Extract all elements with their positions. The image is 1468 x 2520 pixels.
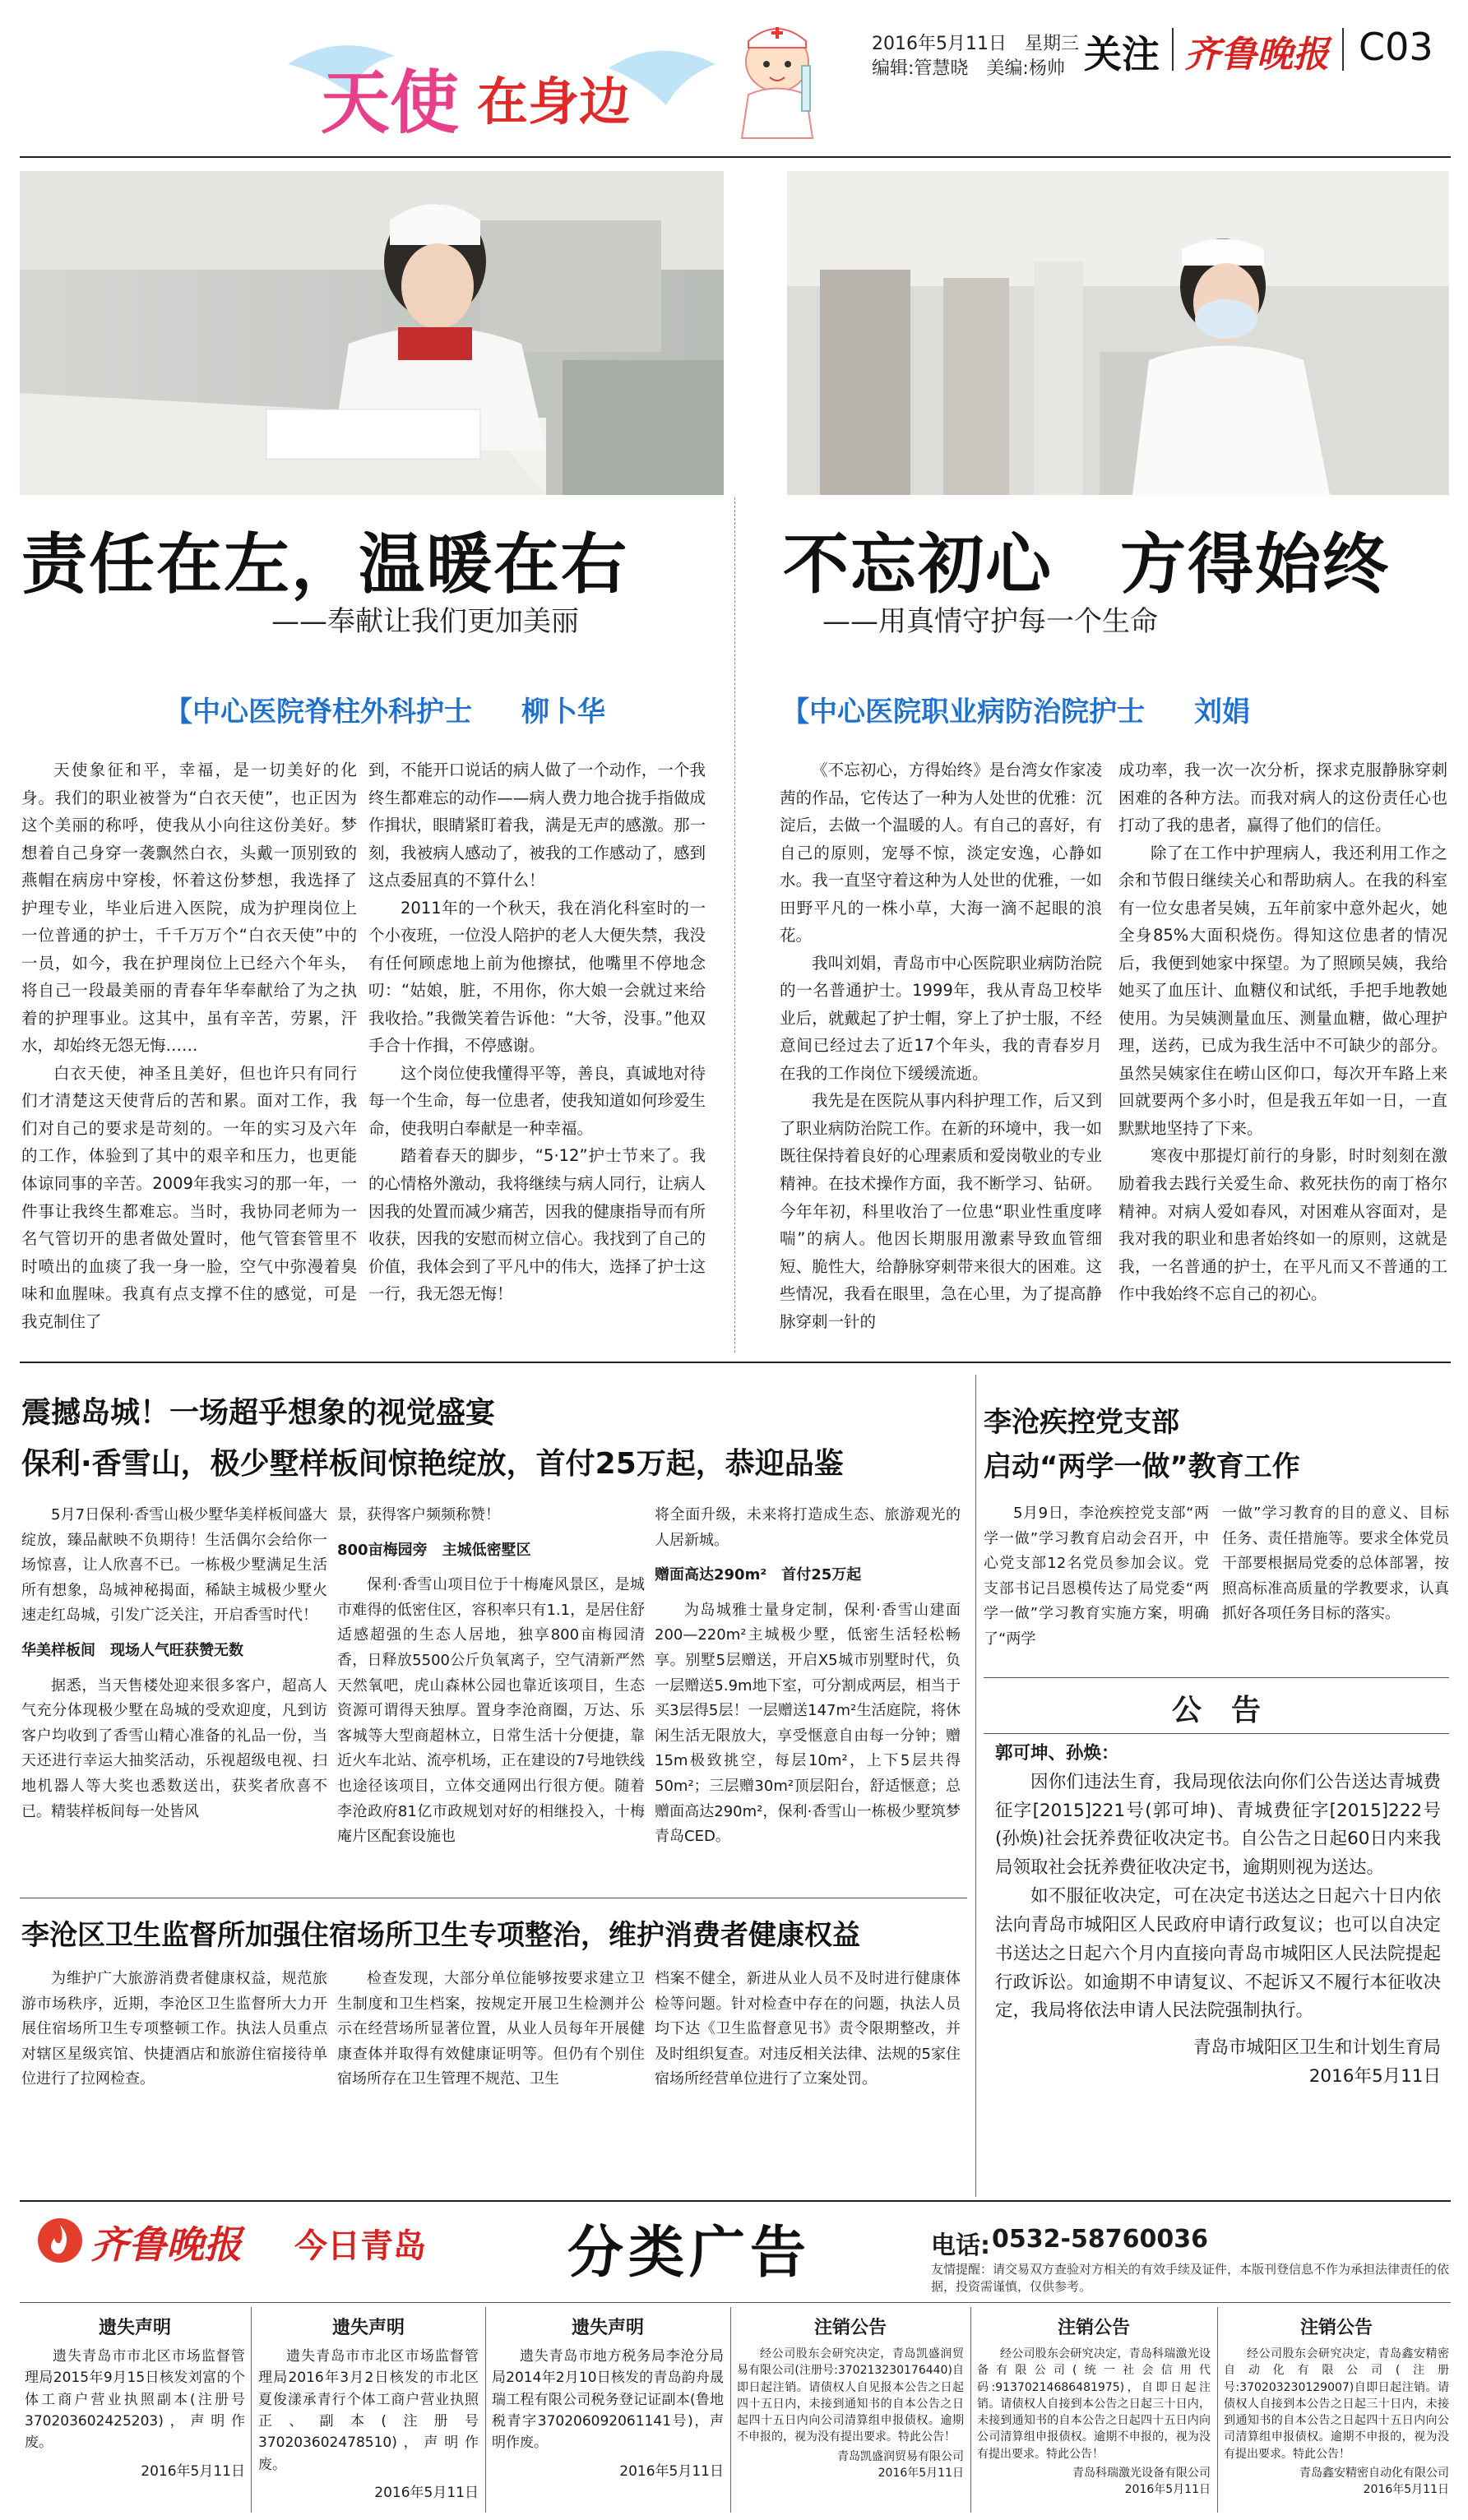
paragraph: 白衣天使，神圣且美好，但也许只有同行们才清楚这天使背后的苦和累。面对工作，我们对自己的要求是苛刻的。一年的实习及六年的工作，体验到了其中的艰辛和压力，也更能体谅同事的辛苦。2009年我实习的那一年，一件事让我终生都难忘。当时，我协同老师为一名气管切开的患者做处置时，他气管套管里不时喷出的血痰了我一身一脸，空气中弥漫着臭味和血腥味。我真有点支撑不住的感觉，可是我克制住了	[21, 1063, 357, 1331]
news-health-headline: 李沧区卫生监督所加强住宿场所卫生专项整治，维护消费者健康权益	[21, 1919, 860, 1952]
paragraph: 到，不能开口说话的病人做了一个动作，一个我终生都难忘的动作——病人费力地合拢手指做成作揖状，眼睛紧盯着我，满是无声的感激。那一刻，我被病人感动了，被我的工作感动了，感到这点委屈真的不算什么！	[368, 761, 706, 890]
banner-title-2: 在身边	[477, 72, 631, 132]
news-party-col1	[984, 1501, 1209, 1674]
notice-date: 2016年5月11日	[1308, 2066, 1441, 2088]
ad-poly-col3	[655, 1503, 961, 1889]
rule	[984, 1677, 1449, 1678]
story-right-subhead: ——用真情守护每一个生命	[822, 605, 1158, 638]
story-right-col2	[1118, 756, 1447, 1348]
editor-line: 编辑:管慧晓 美编:杨帅	[872, 58, 1065, 79]
paragraph: 5月9日，李沧疾控党支部“两学一做”学习教育启动会召开，中心党支部12名党员参加会议。党支部书记吕恩模传达了局党委“两学一做”学习教育实施方案，明确了“两学	[984, 1505, 1209, 1648]
paragraph: 据悉，当天售楼处迎来很多客户，超高人气充分体现极少墅在岛城的受欢迎度，凡到访客户均收到了香雪山精心准备的礼品一份，当天还进行幸运大抽奖活动，乐视超级电视、扫地机器人等大奖也悉数送出，获奖者欣喜不已。精装样板间每一处皆风	[21, 1676, 327, 1820]
section-rule	[20, 1362, 1451, 1363]
classified-title: 分类广告	[567, 2220, 812, 2286]
news-health-col3	[655, 1967, 961, 2172]
notice-title: 公 告	[1171, 1694, 1261, 1727]
ad-body: 经公司股东会研究决定，青岛凯盛润贸易有限公司(注册号:370213230176440)自即日起注销。请债权人自见报本公告之日起四十五日内，未接到通知书的自本公告之日起四十五日内向公司清算组申报债权。逾期不申报的，视为没有提出要求。特此公告！	[737, 2347, 964, 2444]
paragraph: 档案不健全，新进从业人员不及时进行健康体检等问题。针对检查中存在的问题，执法人员均下达《卫生监督意见书》责令限期整改，并及时组织复查。对违反相关法律、法规的5家住宿场所经营单位进行了立案处罚。	[655, 1970, 961, 2088]
section-rule	[20, 2200, 1451, 2202]
byline-name: 柳卜华	[521, 696, 605, 728]
news-party-col2	[1222, 1501, 1449, 1674]
ad-date: 2016年5月11日	[141, 2462, 245, 2480]
masthead-rule	[20, 156, 1451, 158]
story-right-col1	[780, 756, 1102, 1348]
classified-region: 今日青岛	[294, 2227, 426, 2265]
news-party-headline-2: 启动“两学一做”教育工作	[984, 1450, 1300, 1483]
paragraph: 我叫刘娟，青岛市中心医院职业病防治院的一名普通护士。1999年，我从青岛卫校毕业后，就戴起了护士帽，穿上了护士服，不经意间已经过去了近17个年头，我的青春岁月在我的工作岗位下缓缓流逝。	[780, 953, 1102, 1083]
byline-prefix: 【中心医院职业病防治院护士	[781, 696, 1145, 728]
ad-title: 遗失声明	[98, 2318, 171, 2338]
divider	[1342, 28, 1344, 71]
rule	[20, 2302, 1451, 2303]
notice-signer: 青岛市城阳区卫生和计划生育局	[1192, 2037, 1441, 2059]
paragraph: 如不服征收决定，可在决定书送达之日起六十日内依法向青岛市城阳区人民政府申请行政复议；也可以自决定书送达之日起六个月内直接向青岛市城阳区人民法院提起行政诉讼。如逾期不申请复议、不起诉又不履行本征收决定，我局将依法申请人民法院强制执行。	[995, 1886, 1441, 2022]
subheading: 华美样板间 现场人气旺获赞无数	[21, 1641, 243, 1659]
classified-ad	[1224, 2309, 1449, 2514]
banner-title-1: 天使	[321, 62, 460, 143]
paragraph: 因你们违法生育，我局现依法向你们公告送达青城费征字[2015]221号(郭可坤)、青城费征字[2015]222号(孙焕)社会抚养费征收决定书。自公告之日起60日内来我局领取社会抚养费征收决定书，逾期则视为送达。	[995, 1771, 1441, 1879]
classified-ad	[258, 2309, 479, 2514]
ad-body: 经公司股东会研究决定，青岛科瑞激光设备有限公司(统一社会信用代码:91370214686481975)，自即日起注销。请债权人自接到本公告之日起三十日内，未接到通知书的自本公告之日起四十五日内向公司清算组申报债权。逾期不申报的，视为没有提出要求。特此公告！	[977, 2347, 1211, 2461]
story-left-headline: 责任在左，温暖在右	[21, 525, 628, 603]
story-left-subhead: ——奉献让我们更加美丽	[271, 605, 579, 638]
page-number: C03	[1359, 25, 1433, 69]
notice-body	[995, 1740, 1441, 2184]
ad-date: 2016年5月11日	[1124, 2483, 1211, 2497]
news-party-headline-1: 李沧疾控党支部	[984, 1406, 1179, 1439]
ad-poly-col1	[21, 1503, 327, 1889]
paragraph: 为维护广大旅游消费者健康权益，规范旅游市场秩序，近期，李沧区卫生监督所大力开展住宿场所卫生专项整顿工作。执法人员重点对辖区星级宾馆、快捷酒店和旅游住宿接待单位进行了拉网检查。	[21, 1970, 327, 2088]
rule	[984, 1733, 1449, 1734]
divider	[1217, 2307, 1218, 2513]
ad-title: 注销公告	[1299, 2318, 1373, 2338]
paragraph: 检查发现，大部分单位能够按要求建立卫生制度和卫生档案，按规定开展卫生检测并公示在经营场所显著位置，从业人员每年开展健康查体并取得有效健康证明等。但仍有个别住宿场所存在卫生管理不规范、卫生	[337, 1970, 645, 2088]
ad-title: 注销公告	[1057, 2318, 1130, 2338]
phone-label: 电话:	[931, 2231, 990, 2260]
nurse-cartoon-icon	[724, 16, 831, 140]
paragraph: 《不忘初心，方得始终》是台湾女作家凌茜的作品，它传达了一种为人处世的优雅：沉淀后，去做一个温暖的人。有自己的喜好，有自己的原则，宠辱不惊，淡定安逸，心静如水。我一直坚守着这种为人处世的优雅，一如田野平凡的一株小草，大海一滴不起眼的浪花。	[780, 761, 1102, 946]
divider	[730, 2307, 731, 2513]
ad-date: 2016年5月11日	[1363, 2483, 1449, 2497]
paragraph: 为岛城雅士量身定制，保利·香雪山建面200—220m²主城极少墅，低密生活轻松畅享。别墅5层赠送，开启X5城市别墅时代，负一层赠送5.9m地下室，可分割成两层，相当于买3层得5层！一层赠送147m²生活庭院，将休闲生活无限放大，享受惬意自由每一分钟；赠15m极致挑空，每层10m²，上下5层共得50m²；三层赠30m²顶层阳台，舒适惬意；总赠面高达290m²，保利·香雪山一栋极少墅筑梦青岛CED。	[655, 1601, 961, 1846]
classified-warning: 友情提醒：请交易双方查验对方相关的有效手续及证件，本版刊登信息不作为承担法律责任的依据，投资需谨慎，仅供参考。	[931, 2262, 1450, 2294]
flame-logo-icon	[36, 2217, 84, 2264]
date-line: 2016年5月11日 星期三	[872, 34, 1079, 54]
paragraph: 寒夜中那提灯前行的身影，时时刻刻在激励着我去践行关爱生命、救死扶伤的南丁格尔精神。对病人爱如春风，对困难从容面对，是我对我的职业和患者始终如一的原则，这就是我，一名普通的护士，在平凡而又不普通的工作中我始终不忘自己的初心。	[1118, 1146, 1447, 1304]
news-health-col2	[337, 1967, 645, 2172]
ad-body: 遗失青岛市市北区市场监督管理局2015年9月15日核发刘富的个体工商户营业执照副本(注册号370203602425203)，声明作废。	[25, 2348, 245, 2452]
story-left-col1	[21, 756, 357, 1348]
divider	[1172, 28, 1174, 71]
byline-prefix: 【中心医院脊柱外科护士	[164, 696, 472, 728]
ad-poly-col2	[337, 1503, 645, 1889]
paper-logo: 齐鲁晚报	[1184, 34, 1329, 76]
ad-date: 2016年5月11日	[619, 2462, 724, 2480]
ad-signer: 青岛鑫安精密自动化有限公司	[1299, 2467, 1449, 2481]
nurse-photo-right	[787, 171, 1449, 495]
paragraph: 5月7日保利·香雪山极少墅华美样板间盛大绽放，臻品献映不负期待！生活偶尔会给你一场惊喜，让人欣喜不已。一栋极少墅满足生活所有想象，岛城神秘揭面，稀缺主城极少墅火速走红岛城，引发广泛关注，开启香雪时代！	[21, 1506, 327, 1625]
news-health-col1	[21, 1967, 327, 2172]
classified-ad	[492, 2309, 724, 2514]
column-divider	[734, 497, 735, 1352]
banner	[271, 31, 732, 143]
column-divider	[975, 1375, 976, 2197]
subheading: 800亩梅园旁 主城低密墅区	[337, 1541, 531, 1559]
ad-signer: 青岛科瑞激光设备有限公司	[1072, 2467, 1211, 2481]
paragraph: 将全面升级，未来将打造成生态、旅游观光的人居新城。	[655, 1506, 961, 1549]
paragraph: 景，获得客户频频称赞！	[337, 1506, 500, 1524]
classified-ad	[977, 2309, 1211, 2514]
notice-addressee: 郭可坤、孙焕：	[995, 1743, 1119, 1764]
ad-title: 遗失声明	[571, 2318, 644, 2338]
paragraph: 这个岗位使我懂得平等，善良，真诚地对待每一个生命，每一位患者，使我知道如何珍爱生命，使我明白奉献是一种幸福。	[368, 1063, 706, 1138]
story-right-headline: 不忘初心 方得始终	[783, 525, 1390, 603]
paragraph: 保利·香雪山项目位于十梅庵风景区，是城市难得的低密住区，容积率只有1.1，是居住舒适感超强的生态人居地，独享800亩梅园清香，日释放5500公斤负氧离子，空气清新严然天然氧吧，虎山森林公园也靠近该项目，生态资源可谓得天独厚。置身李沧商圈，万达、乐客城等大型商超林立，日常生活十分便捷，靠近火车北站、流亭机场，正在建设的7号地铁线也途径该项目，立体交通网出行很方便。随着李沧政府81亿市政规划对好的相继投入，十梅庵片区配套设施也	[337, 1576, 645, 1846]
divider	[970, 2307, 971, 2513]
ad-date: 2016年5月11日	[374, 2485, 479, 2502]
paragraph: 踏着春天的脚步，“5·12”护士节来了。我的心情格外激动，我将继续与病人同行，让病人因我的处置而减少痛苦，因我的健康指导而有所收获，因我的安慰而树立信心。我找到了自己的价值，我体会到了平凡中的伟大，选择了护士这一行，我无怨无悔！	[368, 1146, 706, 1304]
ad-body: 经公司股东会研究决定，青岛鑫安精密自动化有限公司(注册号:370203230129007)自即日起注销。请债权人自接到本公告之日起三十日内，未接到通知书的自本公告之日起四十五日内向公司清算组申报债权。逾期不申报的，视为没有提出要求。特此公告！	[1224, 2347, 1449, 2461]
classified-brand: 齐鲁晚报	[90, 2222, 242, 2267]
paragraph: 我先是在医院从事内科护理工作，后又到了职业病防治院工作。在新的环境中，我一如既往保持着良好的心理素质和爱岗敬业的专业精神。在技术操作方面，我不断学习、钻研。今年年初，科里收治了一位患“职业性重度哮喘”的病人。他因长期服用激素导致血管细短、脆性大，给静脉穿刺带来很大的困难。这些情况，我看在眼里，急在心里，为了提高静脉穿刺一针的	[780, 1091, 1102, 1331]
paragraph: 一做”学习教育的目的意义、目标任务、责任措施等。要求全体党员干部要根据局党委的总体部署，按照高标准高质量的学教要求，认真抓好各项任务目标的落实。	[1222, 1505, 1449, 1623]
divider	[251, 2307, 252, 2513]
divider	[485, 2307, 486, 2513]
byline-name: 刘娟	[1194, 696, 1250, 728]
paragraph: 2011年的一个秋天，我在消化科室时的一个小夜班，一位没人陪护的老人大便失禁，我没有任何顾虑地上前为他擦拭，他嘴里不停地念叨：“姑娘，脏，不用你，你大娘一会就过来给我收拾。”我微笑着告诉他：“大爷，没事。”他双手合十作揖，不停感谢。	[368, 898, 706, 1056]
classified-ad	[25, 2309, 245, 2514]
paragraph: 除了在工作中护理病人，我还利用工作之余和节假日继续关心和帮助病人。在我的科室有一位女患者吴姨，五年前家中意外起火，她全身85%大面积烧伤。得知这位患者的情况后，我便到她家中探望。为了照顾吴姨，我给她买了血压计、血糖仪和试纸，手把手地教她使用。为吴姨测量血压、测量血糖，做心理护理，送药，已成为我生活中不可缺少的部分。虽然吴姨家住在崂山区仰口，每次开车路上来回就要两个多小时，但是我五年如一日，一直默默地坚持了下来。	[1118, 843, 1447, 1138]
ad-body: 遗失青岛市地方税务局李沧分局局2014年2月10日核发的青岛韵舟晟瑞工程有限公司税务登记证副本(鲁地税青字370206092061141号)，声明作废。	[492, 2348, 724, 2452]
nurse-photo-left	[20, 171, 724, 495]
phone-number: 0532-58760036	[992, 2225, 1208, 2254]
ad-poly-headline-1: 震撼岛城！一场超乎想象的视觉盛宴	[21, 1396, 496, 1430]
paragraph: 天使象征和平，幸福，是一切美好的化身。我们的职业被誉为“白衣天使”，也正因为这个美丽的称呼，使我从小向往这份美好。梦想着自己身穿一袭飘然白衣，头戴一顶别致的燕帽在病房中穿梭，怀着这份梦想，我选择了护理专业，毕业后进入医院，成为护理岗位上一位普通的护士，千千万万个“白衣天使”中的一员，如今，我在护理岗位上已经六个年头，将自己一段最美丽的青春年华奉献给了为之执着的护理事业。这其中，虽有辛苦，劳累，汗水，却始终无怨无悔……	[21, 761, 357, 1056]
ad-title: 遗失声明	[331, 2318, 405, 2338]
paragraph: 成功率，我一次一次分析，探求克服静脉穿刺困难的各种方法。而我对病人的这份责任心也打动了我的患者，赢得了他们的信任。	[1118, 761, 1447, 835]
section-label: 关注	[1084, 32, 1160, 76]
story-right-byline	[781, 689, 1250, 729]
ad-poly-headline-2: 保利·香雪山，极少墅样板间惊艳绽放，首付25万起，恭迎品鉴	[21, 1447, 844, 1481]
ad-date: 2016年5月11日	[878, 2466, 964, 2480]
ad-signer: 青岛凯盛润贸易有限公司	[837, 2449, 964, 2463]
ad-title: 注销公告	[813, 2318, 887, 2338]
ad-body: 遗失青岛市市北区市场监督管理局2016年3月2日核发的市北区夏俊漾承青行个体工商户营业执照正、副本(注册号370203602478510)，声明作废。	[258, 2348, 479, 2473]
story-left-col2	[368, 756, 706, 1348]
story-left-byline	[164, 689, 605, 729]
subheading: 赠面高达290m² 首付25万起	[655, 1566, 862, 1584]
classified-ad	[737, 2309, 964, 2514]
